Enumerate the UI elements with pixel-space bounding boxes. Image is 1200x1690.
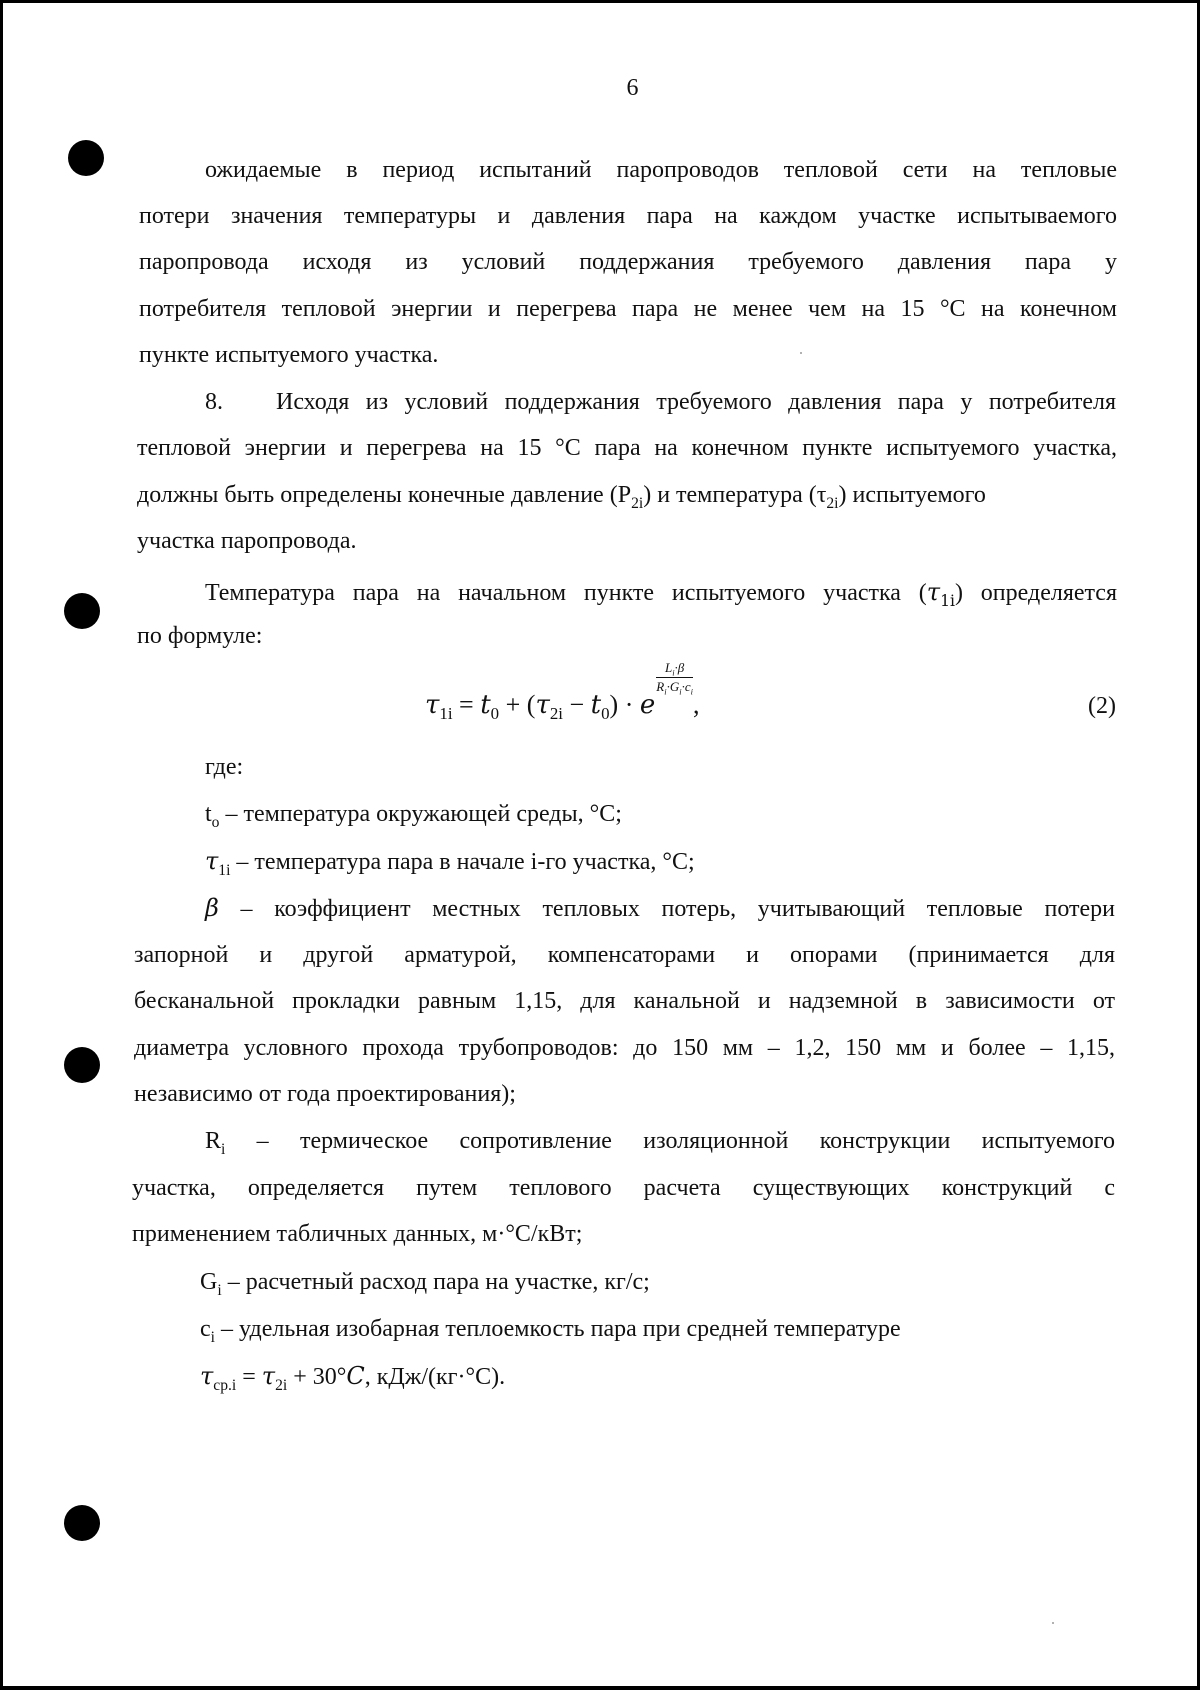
formula-intro-text: Температура пара на начальном пункте испытуемого участка ( — [205, 580, 927, 606]
punch-hole-1 — [68, 140, 104, 176]
page-number: 6 — [626, 75, 639, 101]
punch-hole-4 — [64, 1505, 100, 1541]
formula-comma: , — [692, 690, 700, 719]
tau-cp-symbol: τ — [200, 1362, 214, 1390]
item8-text-a: должны быть определены конечные давление (P — [137, 482, 632, 508]
exp-c: ·c — [681, 679, 691, 694]
formula-tau2-sub: 2i — [549, 704, 563, 724]
exp-G: ·G — [666, 679, 680, 694]
tau-subscript: 1i — [940, 591, 955, 610]
tau-cp-tau2-sub: 2i — [275, 1376, 288, 1394]
c-symbol: c — [200, 1316, 211, 1342]
g-subscript: i — [217, 1281, 222, 1299]
t0-symbol: t — [205, 801, 212, 827]
tau-cp-units: , кДж/(кг·°С). — [364, 1364, 506, 1390]
formula-lhs-sub: 1i — [439, 704, 453, 724]
formula-eq: = — [452, 690, 481, 719]
formula-e: e — [639, 690, 656, 720]
r-symbol: R — [205, 1128, 222, 1154]
exp-L-sub: i — [672, 667, 675, 678]
item8-text-c: ) испытуемого — [838, 482, 986, 508]
item8-line: участка паропровода. — [137, 528, 357, 554]
item8-text — [137, 480, 986, 510]
formula-intro-line — [205, 577, 1117, 608]
paragraph-line: пункте испытуемого участка. — [139, 342, 439, 368]
item-number: 8. — [205, 389, 223, 415]
definition-tau1 — [205, 846, 695, 877]
exp-L: L — [664, 660, 673, 675]
scan-speck — [800, 352, 802, 354]
r-line: участка, определяется путем теплового расчета существующих конструкций с — [132, 1175, 1115, 1201]
punch-hole-2 — [64, 593, 100, 629]
paragraph-line: потребителя тепловой энергии и перегрева пара не менее чем на 15 °С на конечном — [139, 296, 1117, 322]
formula-t: t — [480, 690, 491, 720]
tau1-symbol: τ — [205, 847, 219, 875]
formula-tau2: τ — [535, 690, 550, 720]
definition-g — [200, 1267, 650, 1297]
g-symbol: G — [200, 1269, 218, 1295]
p2i-subscript: 2i — [631, 494, 644, 512]
formula-intro-line: по формуле: — [137, 623, 263, 649]
punch-hole-3 — [64, 1047, 100, 1083]
definition-tau-cp — [200, 1361, 505, 1392]
where-label: где: — [205, 754, 244, 780]
tau2i-subscript: 2i — [826, 494, 839, 512]
formula-intro-text: ) определяется — [954, 580, 1117, 606]
tau1-description: – температура пара в начале i-го участка, °С; — [230, 849, 695, 875]
beta-line: запорной и другой арматурой, компенсаторами и опорами (принимается для — [134, 942, 1115, 968]
tau-cp-eq: = — [236, 1364, 262, 1390]
formula-exponent — [656, 660, 693, 695]
beta-line: бесканальной прокладки равным 1,15, для канальной и надземной в зависимости от — [134, 988, 1115, 1014]
definition-c — [200, 1314, 901, 1344]
exp-G-sub: i — [679, 686, 682, 697]
paragraph-line: паропровода исходя из условий поддержания требуемого давления пара у — [139, 249, 1117, 275]
paragraph-line: ожидаемые в период испытаний паропроводов тепловой сети на тепловые — [205, 157, 1117, 183]
exponent-numerator — [656, 660, 693, 678]
tau1-subscript: 1i — [218, 861, 231, 879]
scan-speck — [1052, 1622, 1054, 1624]
exp-c-sub: i — [690, 686, 693, 697]
paragraph-line: потери значения температуры и давления пара на каждом участке испытываемого — [139, 203, 1117, 229]
definition-t0 — [205, 799, 622, 829]
exp-R: R — [656, 679, 665, 694]
beta-symbol: β — [205, 894, 219, 922]
exp-R-sub: i — [664, 686, 667, 697]
page-bottom-border — [0, 1686, 1200, 1690]
definition-beta — [205, 893, 1115, 924]
formula-t2-sub: 0 — [601, 704, 610, 724]
beta-description: – коэффициент местных тепловых потерь, учитывающий тепловые потери — [218, 896, 1115, 922]
g-description: – расчетный расход пара на участке, кг/с; — [221, 1269, 650, 1295]
item8-line: тепловой энергии и перегрева на 15 °С пара на конечном пункте испытуемого участка, — [137, 435, 1117, 461]
formula-lhs: τ — [425, 690, 440, 720]
formula-t2: t — [590, 690, 602, 720]
t0-description: – температура окружающей среды, °С; — [219, 801, 622, 827]
beta-line: диаметра условного прохода трубопроводов: до 150 мм – 1,2, 150 мм и более – 1,15, — [134, 1035, 1115, 1061]
tau-cp-celsius: C — [346, 1362, 365, 1390]
beta-line: независимо от года проектирования); — [134, 1081, 516, 1107]
r-description: – термическое сопротивление изоляционной конструкции испытуемого — [225, 1128, 1115, 1154]
tau-cp-subscript: ср.i — [213, 1376, 237, 1394]
t0-subscript: о — [211, 813, 220, 831]
formula-minus: − — [562, 690, 591, 719]
c-description: – удельная изобарная теплоемкость пара при средней температуре — [215, 1316, 901, 1342]
tau-cp-tau2: τ — [261, 1362, 276, 1390]
formula-number: (2) — [1088, 693, 1116, 719]
c-subscript: i — [210, 1328, 215, 1346]
r-subscript: i — [221, 1140, 226, 1158]
r-line: применением табличных данных, м·°С/кВт; — [132, 1221, 583, 1247]
item8-text-b: ) и температура (τ — [643, 482, 827, 508]
exponent-denominator — [656, 678, 693, 695]
formula-2 — [425, 660, 700, 725]
tau-symbol: τ — [926, 578, 941, 606]
item8-line-with-symbols — [137, 480, 1117, 510]
formula-close: ) · — [609, 690, 640, 719]
item8-line: Исходя из условий поддержания требуемого давления пара у потребителя — [276, 389, 1116, 415]
formula-plus: + ( — [499, 690, 536, 719]
exp-beta: ·β — [674, 660, 685, 675]
definition-r — [205, 1126, 1115, 1156]
formula-t-sub: 0 — [490, 704, 500, 724]
tau-cp-plus: + 30° — [287, 1364, 347, 1390]
